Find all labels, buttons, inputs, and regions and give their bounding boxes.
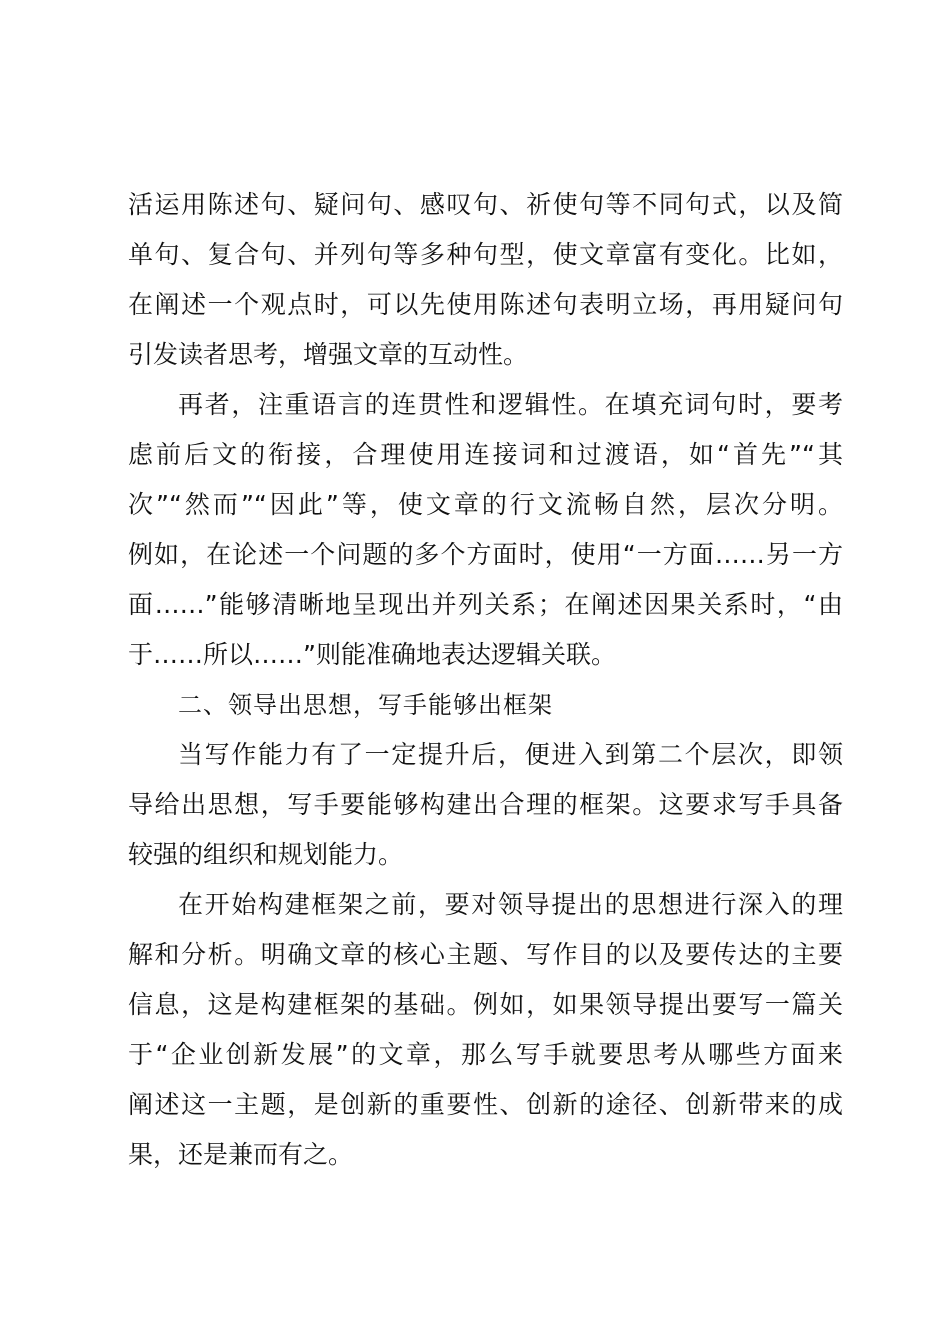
text-line: 较强的组织和规划能力。 [128,840,404,869]
text-line: 次”“然而”“因此”等，使文章的行文流畅自然，层次分明。 [128,490,843,519]
text-line: 于“企业创新发展”的文章，那么写手就要思考从哪些方面来 [128,1040,843,1069]
text-line: 单句、复合句、并列句等多种句型，使文章富有变化。比如， [128,240,843,269]
text-line: 信息，这是构建框架的基础。例如，如果领导提出要写一篇关 [128,990,843,1019]
text-line: 当写作能力有了一定提升后，便进入到第二个层次，即领 [178,740,843,769]
paragraph-continuation [128,180,843,380]
text-line: 果，还是兼而有之。 [128,1140,354,1169]
paragraph-framework-analysis [128,880,843,1180]
text-line: 在开始构建框架之前，要对领导提出的思想进行深入的理 [178,890,843,919]
text-line: 引发读者思考，增强文章的互动性。 [128,340,529,369]
text-line: 阐述这一主题，是创新的重要性、创新的途径、创新带来的成 [128,1090,843,1119]
text-line: 导给出思想，写手要能够构建出合理的框架。这要求写手具备 [128,790,843,819]
text-line: 活运用陈述句、疑问句、感叹句、祈使句等不同句式，以及简 [128,190,843,219]
text-line: 虑前后文的衔接，合理使用连接词和过渡语，如“首先”“其 [128,440,843,469]
text-line: 再者，注重语言的连贯性和逻辑性。在填充词句时，要考 [178,390,843,419]
text-line: 解和分析。明确文章的核心主题、写作目的以及要传达的主要 [128,940,843,969]
paragraph-second-level [128,730,843,880]
paragraph-language-coherence [128,380,843,680]
text-line: 例如，在论述一个问题的多个方面时，使用“一方面……另一方 [128,540,843,569]
text-line: 在阐述一个观点时，可以先使用陈述句表明立场，再用疑问句 [128,290,843,319]
document-page [128,180,843,1180]
text-line: 面……”能够清晰地呈现出并列关系；在阐述因果关系时，“由 [128,590,843,619]
section-heading [128,680,843,730]
section-heading-text: 二、领导出思想，写手能够出框架 [178,691,553,719]
text-line: 于……所以……”则能准确地表达逻辑关联。 [128,640,616,669]
